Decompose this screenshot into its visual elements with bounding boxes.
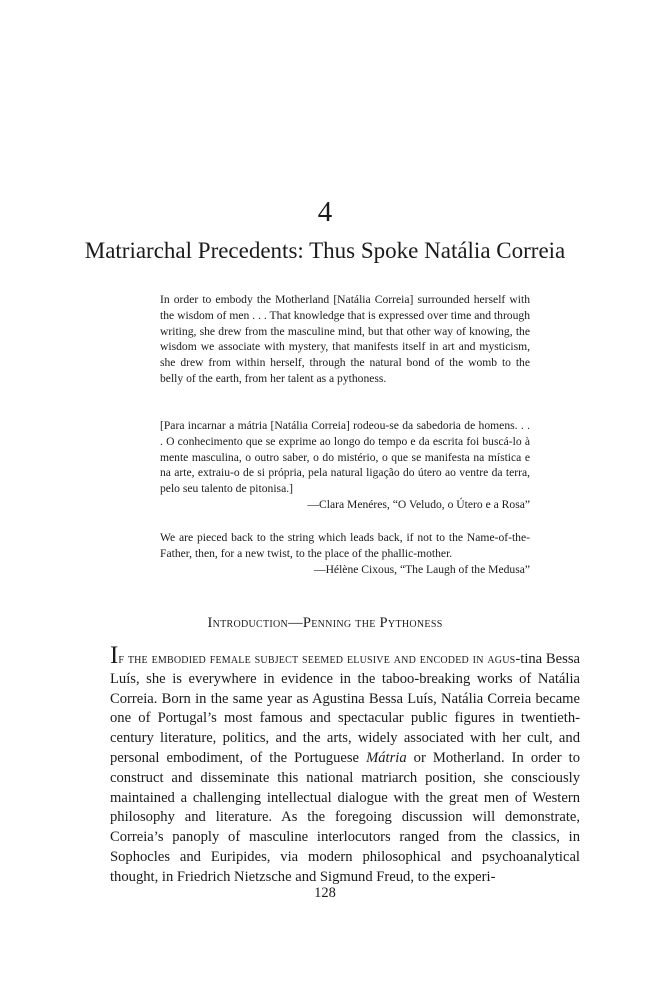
epigraph-portuguese	[160, 418, 530, 513]
epigraph-text: [Para incarnar a mátria [Natália Correia] rodeou-se da sabedoria de homens. . . . O conhecimento que se exprime ao longo do tempo e da escrita foi buscá-lo à mente masculina, o outro saber, o do mistério, o que se manifesta na mística e na arte, extraiu-o de si própria, pela natural ligação do útero ao ventre da terra, pelo seu talento de pitonisa.]	[160, 419, 530, 496]
italic-term: Mátria	[366, 749, 407, 766]
epigraph-attribution: —Clara Menéres, “O Veludo, o Útero e a Rosa”	[307, 497, 530, 511]
section-heading: Introduction—Penning the Pythoness	[207, 615, 443, 631]
chapter-title: Matriarchal Precedents: Thus Spoke Natália Correia	[84, 238, 566, 263]
page-number: 128	[314, 885, 336, 901]
drop-cap: I	[110, 642, 119, 669]
body-text-part-1: tina Bessa Luís, she is everywhere in evidence in the taboo-breaking works of Natália Correia. Born in the same year as Agustina Bessa Luís, Natália Correia became one of Portugal’s most famous and spectacular public figures in twentieth-century literature, politics, and the arts, widely associated with her cult, and personal embodiment, of the Portuguese	[110, 651, 580, 766]
epigraph-text: We are pieced back to the string which leads back, if not to the Name-of-the-Father, then, for a new twist, to the place of the phallic-mother.	[160, 531, 530, 560]
body-text-part-2: or Motherland. In order to construct and disseminate this national matriarch position, she consciously maintained a challenging intellectual dialogue with the great men of Western philosophy and literature. As the foregoing discussion will demonstrate, Correia’s panoply of masculine interlocutors ranged from the classics, in Sophocles and Euripides, via modern philosophical and psychoanalytical thought, in Friedrich Nietzsche and Sigmund Freud, to the experi-	[110, 749, 581, 885]
body-paragraph: If the embodied female subject seemed elusive and encoded in agus-tina Bessa Luís, she is everywhere in evidence in the taboo-breaking works of Natália Correia. Born in the same year as Agustina Bessa Luís, Natália Correia became one of Portugal’s most famous and spectacular public figures in twentieth-century literature, politics, and the arts, widely associated with her cult, and personal embodiment, of the Portuguese Mátria or Motherland. In order to construct and disseminate this national matriarch position, she consciously maintained a challenging intellectual dialogue with the great men of Western philosophy and literature. As the foregoing discussion will demonstrate, Correia’s panoply of masculine interlocutors ranged from the classics, in Sophocles and Euripides, via modern philosophical and psychoanalytical thought, in Friedrich Nietzsche and Sigmund Freud, to the experi-	[110, 642, 581, 885]
epigraph-cixous	[160, 530, 530, 577]
chapter-number: 4	[317, 196, 333, 228]
small-caps-lead: f the embodied female subject seemed elusive and encoded in agus	[118, 651, 516, 666]
epigraph-english	[160, 292, 530, 387]
epigraph-attribution: —Hélène Cixous, “The Laugh of the Medusa”	[313, 562, 530, 576]
epigraph-text: In order to embody the Motherland [Natália Correia] surrounded herself with the wisdom of men . . . That knowledge that is expressed over time and through writing, she drew from the masculine mind, but that other way of knowing, the wisdom we associate with mystery, that manifests itself in art and mysticism, she drew from within herself, through the natural bond of the womb to the belly of the earth, from her talent as a pythoness.	[160, 293, 530, 385]
